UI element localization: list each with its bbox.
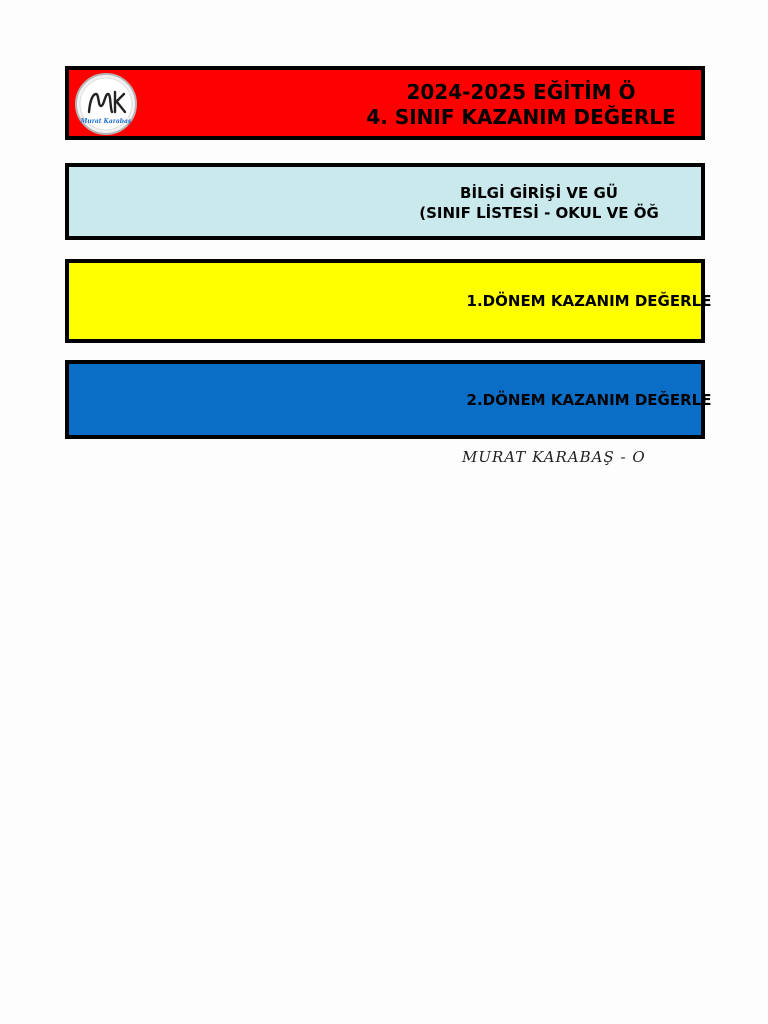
term2-label: 2.DÖNEM KAZANIM DEĞERLE	[466, 391, 712, 409]
info-entry-button[interactable]	[65, 163, 705, 240]
title-banner	[65, 66, 705, 140]
info-line-2: (SINIF LİSTESİ - OKUL VE ÖĞ	[419, 204, 659, 222]
mk-logo	[74, 72, 138, 136]
author-signature: MURAT KARABAŞ - O	[462, 448, 646, 466]
logo-subtext: Murat Karabaş	[80, 118, 132, 125]
term2-evaluation-button[interactable]	[65, 360, 712, 439]
title-line-1: 2024-2025 EĞİTİM Ö	[406, 80, 636, 104]
info-line-1: BİLGİ GİRİŞİ VE GÜ	[460, 184, 618, 202]
term1-evaluation-button[interactable]	[65, 259, 712, 343]
term1-label: 1.DÖNEM KAZANIM DEĞERLE	[466, 292, 712, 310]
title-line-2: 4. SINIF KAZANIM DEĞERLE	[366, 105, 676, 129]
